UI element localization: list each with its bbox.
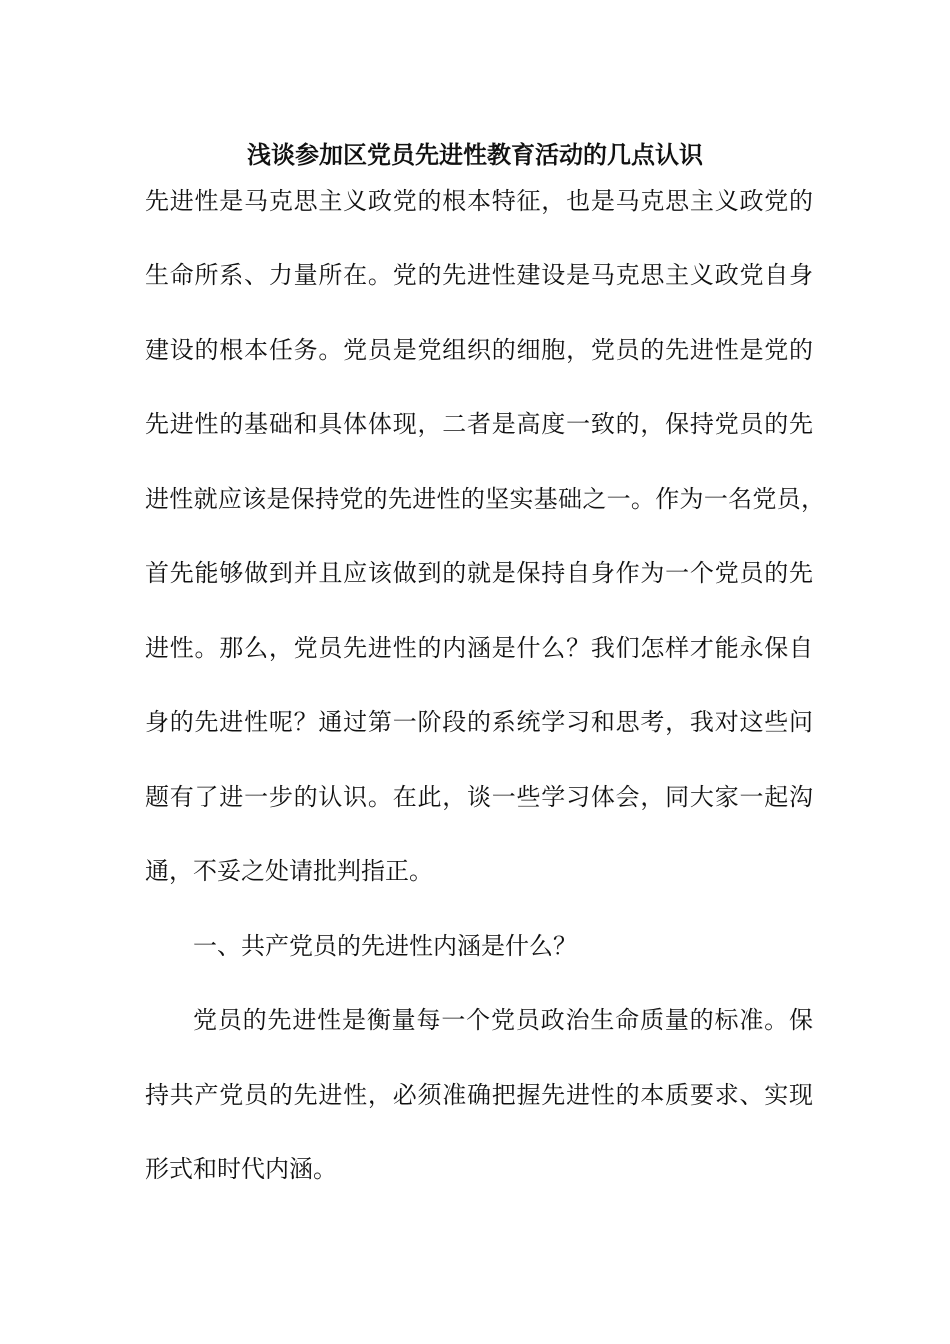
body-line: 先进性是马克思主义政党的根本特征，也是马克思主义政党的 <box>145 187 813 215</box>
body-line: 建设的根本任务。党员是党组织的细胞，党员的先进性是党的 <box>145 336 813 364</box>
body-line: 生命所系、力量所在。党的先进性建设是马克思主义政党自身 <box>145 261 813 289</box>
body-line: 首先能够做到并且应该做到的就是保持自身作为一个党员的先 <box>145 559 813 587</box>
body-line: 进性。那么，党员先进性的内涵是什么？我们怎样才能永保自 <box>145 634 813 662</box>
body-line: 持共产党员的先进性，必须准确把握先进性的本质要求、实现 <box>145 1081 813 1109</box>
section-heading: 一、共产党员的先进性内涵是什么？ <box>193 932 577 960</box>
body-line: 身的先进性呢？通过第一阶段的系统学习和思考，我对这些问 <box>145 708 813 736</box>
body-line: 先进性的基础和具体体现，二者是高度一致的，保持党员的先 <box>145 410 813 438</box>
document-title: 浅谈参加区党员先进性教育活动的几点认识 <box>247 140 703 169</box>
body-line: 形式和时代内涵。 <box>145 1155 337 1183</box>
body-line: 进性就应该是保持党的先进性的坚实基础之一。作为一名党员， <box>145 485 825 513</box>
body-line: 通，不妥之处请批判指正。 <box>145 857 433 885</box>
body-line: 题有了进一步的认识。在此，谈一些学习体会，同大家一起沟 <box>145 783 813 811</box>
body-line: 党员的先进性是衡量每一个党员政治生命质量的标准。保 <box>193 1006 813 1034</box>
